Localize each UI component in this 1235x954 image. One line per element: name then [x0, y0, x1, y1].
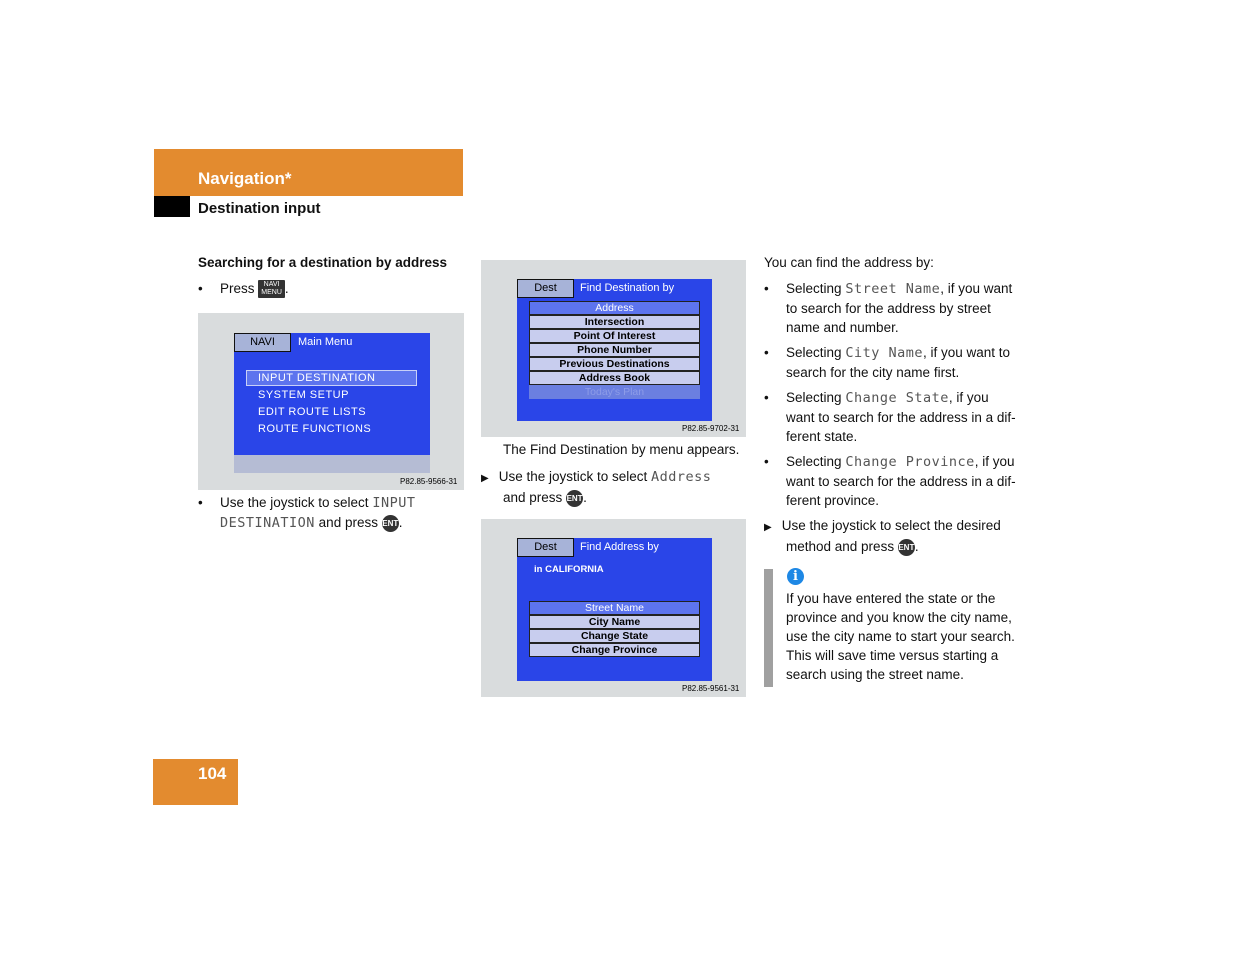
screen-display: [234, 333, 430, 455]
page-number: 104: [198, 764, 227, 783]
list-item-phone-number: Phone Number: [529, 343, 700, 357]
option-change-state: • Selecting Change State, if you want to search for the address in a dif- ferent state.: [764, 390, 1016, 444]
col1-heading: Searching for a destination by address: [198, 255, 448, 270]
menu-item-route-functions: ROUTE FUNCTIONS: [258, 423, 372, 435]
col3-intro: You can find the address by:: [764, 255, 934, 270]
find-destination-screenshot: [481, 260, 746, 437]
ent-key-icon: ENT: [382, 515, 399, 532]
list-item-address-book: Address Book: [529, 371, 700, 385]
code-change-province: Change Province: [845, 454, 975, 470]
list-item-change-state: Change State: [529, 629, 700, 643]
info-box-bar: [764, 569, 773, 687]
info-line: This will save time versus starting a: [786, 648, 999, 663]
tab-find-destination-by: Find Destination by: [580, 282, 675, 294]
bullet-select-input-destination: • Use the joystick to select INPUT DESTINATION and press ENT.: [198, 495, 416, 531]
list-item-address: Address: [529, 301, 700, 315]
menu-item-system-setup: SYSTEM SETUP: [258, 389, 349, 401]
screen-display: [517, 279, 712, 421]
navi-menu-key-icon: NAVI MENU: [258, 280, 285, 298]
state-label: in CALIFORNIA: [534, 564, 604, 575]
section-title: Navigation*: [198, 169, 292, 188]
code-destination: DESTINATION: [220, 515, 315, 531]
step-select-method: ▶ Use the joystick to select the desired method and press ENT.: [764, 518, 1001, 554]
ent-key-icon: ENT: [898, 539, 915, 556]
option-city-name: • Selecting City Name, if you want to search for the city name first.: [764, 345, 1011, 380]
list-item-todays-plan: Today's Plan: [529, 385, 700, 399]
bullet-text: Press: [220, 281, 255, 296]
figure-caption: The Find Destination by menu appears.: [503, 442, 740, 457]
list-item-city-name: City Name: [529, 615, 700, 629]
screen-display: [517, 538, 712, 681]
code-change-state: Change State: [845, 390, 949, 406]
ent-key-icon: ENT: [566, 490, 583, 507]
option-street-name: • Selecting Street Name, if you want to search for the address by street name and number.: [764, 281, 1013, 335]
step-select-address: ▶ Use the joystick to select Address and press ENT.: [481, 469, 712, 505]
info-line: province and you know the city name,: [786, 610, 1012, 625]
section-marker: [154, 196, 190, 217]
list-item-intersection: Intersection: [529, 315, 700, 329]
option-change-province: • Selecting Change Province, if you want to search for the address in a dif- ferent province.: [764, 454, 1016, 508]
tab-main-menu: Main Menu: [298, 336, 353, 348]
code-street-name: Street Name: [845, 281, 941, 297]
main-menu-screenshot: [198, 313, 464, 490]
info-line: If you have entered the state or the: [786, 591, 996, 606]
info-icon: i: [787, 568, 804, 585]
tab-find-address-by: Find Address by: [580, 541, 659, 553]
menu-item-input-destination: INPUT DESTINATION: [258, 372, 376, 384]
info-line: search using the street name.: [786, 667, 964, 682]
tab-navi: NAVI: [234, 333, 291, 352]
list-item-change-province: Change Province: [529, 643, 700, 657]
find-destination-list: [529, 301, 700, 399]
figure-code: P82.85-9566-31: [400, 477, 458, 486]
tab-dest: Dest: [517, 279, 574, 298]
find-address-list: [529, 601, 700, 657]
find-address-screenshot: [481, 519, 746, 697]
info-note: [786, 589, 1036, 684]
list-item-point-of-interest: Point Of Interest: [529, 329, 700, 343]
code-address: Address: [651, 469, 712, 485]
info-line: use the city name to start your search.: [786, 629, 1015, 644]
tab-dest: Dest: [517, 538, 574, 557]
bullet-press-navi: • Press NAVI MENU .: [198, 281, 289, 297]
code-input: INPUT: [372, 495, 416, 511]
list-item-street-name: Street Name: [529, 601, 700, 615]
page-subtitle: Destination input: [198, 200, 321, 217]
figure-code: P82.85-9702-31: [682, 424, 740, 433]
menu-item-edit-route-lists: EDIT ROUTE LISTS: [258, 406, 367, 418]
code-city-name: City Name: [845, 345, 923, 361]
list-item-previous-destinations: Previous Destinations: [529, 357, 700, 371]
figure-code: P82.85-9561-31: [682, 684, 740, 693]
